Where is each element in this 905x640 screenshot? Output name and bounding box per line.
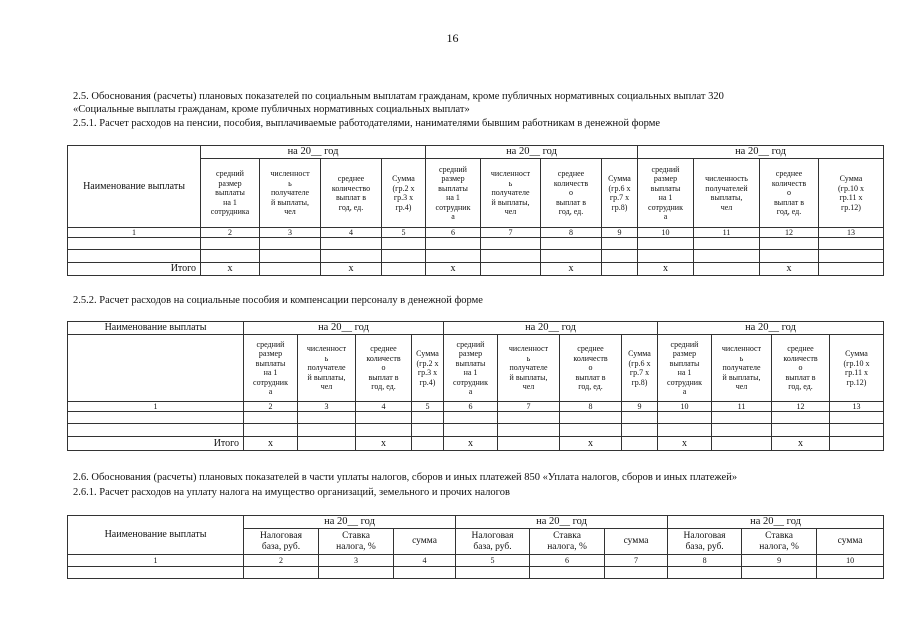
total-cell[interactable]: [622, 437, 658, 451]
table-cell[interactable]: [260, 250, 321, 263]
total-label: Итого: [68, 263, 201, 276]
col-number: 8: [560, 402, 622, 412]
col-number: 3: [260, 228, 321, 238]
table-2-5-2: [67, 321, 884, 451]
col-number: 11: [712, 402, 772, 412]
col-number: 1: [68, 402, 244, 412]
table-cell[interactable]: [760, 250, 819, 263]
col-number: 9: [602, 228, 638, 238]
total-cell: х: [560, 437, 622, 451]
table-cell[interactable]: [530, 567, 605, 579]
table-cell[interactable]: [68, 424, 244, 437]
section-2-6-heading: 2.6. Обоснования (расчеты) плановых показателей в части уплаты налогов, сборов и иных платежей 850 «Уплата налогов, сборов и иных платежей»: [73, 472, 738, 483]
table-cell[interactable]: [444, 424, 498, 437]
table-cell[interactable]: [638, 238, 694, 250]
col-header: Сумма (гр.2 х гр.3 х гр.4): [382, 159, 426, 228]
total-cell: х: [356, 437, 412, 451]
col-number: 13: [830, 402, 884, 412]
table-cell[interactable]: [298, 412, 356, 424]
col-header: среднее количеств о выплат в год, ед.: [772, 335, 830, 402]
col-header: среднее количеств о выплат в год, ед.: [560, 335, 622, 402]
col-header: средний размер выплаты на 1 сотрудник а: [658, 335, 712, 402]
col-header: численност ь получателе й выплаты, чел: [260, 159, 321, 228]
name-header: Наименование выплаты: [68, 516, 244, 555]
col-header: среднее количеств о выплат в год, ед.: [356, 335, 412, 402]
col-header: численност ь получателе й выплаты, чел: [298, 335, 356, 402]
year-header: на 20__ год: [668, 516, 884, 529]
col-header: средний размер выплаты на 1 сотрудник а: [444, 335, 498, 402]
col-number: 9: [622, 402, 658, 412]
table-cell[interactable]: [694, 238, 760, 250]
col-number: 6: [530, 555, 605, 567]
col-number: 4: [356, 402, 412, 412]
col-number: 10: [817, 555, 884, 567]
table-cell[interactable]: [394, 567, 456, 579]
table-cell[interactable]: [830, 412, 884, 424]
col-number: 4: [321, 228, 382, 238]
empty-header-cell: [68, 335, 244, 402]
table-row: [68, 250, 884, 263]
table-cell[interactable]: [68, 238, 201, 250]
total-cell[interactable]: [498, 437, 560, 451]
section-2-5-2-heading: 2.5.2. Расчет расходов на социальные пособия и компенсации персоналу в денежной форме: [73, 295, 483, 306]
year-header: на 20__ год: [658, 322, 884, 335]
col-number: 7: [605, 555, 668, 567]
table-row: [68, 238, 884, 250]
table-cell[interactable]: [622, 424, 658, 437]
col-number: 6: [444, 402, 498, 412]
total-cell: х: [426, 263, 481, 276]
total-cell: х: [772, 437, 830, 451]
col-header: среднее количеств о выплат в год, ед.: [541, 159, 602, 228]
year-header: на 20__ год: [444, 322, 658, 335]
total-cell: х: [444, 437, 498, 451]
col-header: Налоговая база, руб.: [456, 529, 530, 555]
table-cell[interactable]: [426, 238, 481, 250]
col-header: Налоговая база, руб.: [668, 529, 742, 555]
table-row: [68, 424, 884, 437]
table-cell[interactable]: [201, 238, 260, 250]
table-cell[interactable]: [817, 567, 884, 579]
col-header: численност ь получателе й выплаты, чел: [498, 335, 560, 402]
table-cell[interactable]: [622, 412, 658, 424]
col-number: 12: [760, 228, 819, 238]
table-cell[interactable]: [668, 567, 742, 579]
col-header: Сумма (гр.10 х гр.11 х гр.12): [830, 335, 884, 402]
col-number: 8: [668, 555, 742, 567]
section-2-5-1-heading: 2.5.1. Расчет расходов на пенсии, пособия, выплачиваемые работодателями, нанимателями бывшим работникам в денежной форме: [73, 118, 661, 129]
table-cell[interactable]: [638, 250, 694, 263]
total-cell: х: [658, 437, 712, 451]
table-cell[interactable]: [541, 238, 602, 250]
table-cell[interactable]: [244, 412, 298, 424]
name-header: Наименование выплаты: [68, 322, 244, 335]
col-header: Ставка налога, %: [742, 529, 817, 555]
table-cell[interactable]: [541, 250, 602, 263]
table-row: [68, 412, 884, 424]
col-number: 6: [426, 228, 481, 238]
table-cell[interactable]: [244, 424, 298, 437]
table-cell[interactable]: [605, 567, 668, 579]
table-cell[interactable]: [412, 424, 444, 437]
col-number: 1: [68, 555, 244, 567]
total-cell[interactable]: [830, 437, 884, 451]
table-cell[interactable]: [456, 567, 530, 579]
col-header: среднее количеств о выплат в год, ед.: [760, 159, 819, 228]
col-header: Сумма (гр.10 х гр.11 х гр.12): [819, 159, 884, 228]
col-header: средний размер выплаты на 1 сотрудника: [201, 159, 260, 228]
col-number: 2: [244, 402, 298, 412]
table-cell[interactable]: [382, 238, 426, 250]
table-cell[interactable]: [658, 412, 712, 424]
table-cell[interactable]: [712, 412, 772, 424]
table-cell[interactable]: [356, 412, 412, 424]
total-label: Итого: [68, 437, 244, 451]
col-header: численност ь получателе й выплаты, чел: [712, 335, 772, 402]
year-header: на 20__ год: [426, 146, 638, 159]
col-header: сумма: [605, 529, 668, 555]
year-header: на 20__ год: [244, 516, 456, 529]
total-cell[interactable]: [602, 263, 638, 276]
col-number: 5: [382, 228, 426, 238]
table-cell[interactable]: [426, 250, 481, 263]
table-cell[interactable]: [260, 238, 321, 250]
table-cell[interactable]: [658, 424, 712, 437]
col-header: Налоговая база, руб.: [244, 529, 319, 555]
col-header: средний размер выплаты на 1 сотрудник а: [426, 159, 481, 228]
col-number: 8: [541, 228, 602, 238]
table-total-row: [68, 263, 884, 276]
section-2-6-1-heading: 2.6.1. Расчет расходов на уплату налога на имущество организаций, земельного и прочих налогов: [73, 487, 510, 498]
total-cell: х: [760, 263, 819, 276]
col-header: Сумма (гр.6 х гр.7 х гр.8): [602, 159, 638, 228]
table-cell[interactable]: [382, 250, 426, 263]
table-cell[interactable]: [560, 424, 622, 437]
col-header: Ставка налога, %: [530, 529, 605, 555]
col-header: сумма: [817, 529, 884, 555]
total-cell[interactable]: [712, 437, 772, 451]
table-cell[interactable]: [772, 412, 830, 424]
table-cell[interactable]: [712, 424, 772, 437]
table-cell[interactable]: [68, 567, 244, 579]
table-cell[interactable]: [68, 412, 244, 424]
col-number: 4: [394, 555, 456, 567]
col-number: 9: [742, 555, 817, 567]
col-number: 11: [694, 228, 760, 238]
col-header: средний размер выплаты на 1 сотрудник а: [638, 159, 694, 228]
table-cell[interactable]: [760, 238, 819, 250]
table-cell[interactable]: [602, 238, 638, 250]
col-number: 3: [298, 402, 356, 412]
name-header: Наименование выплаты: [68, 146, 201, 228]
table-cell[interactable]: [498, 424, 560, 437]
total-cell: х: [321, 263, 382, 276]
table-row: [68, 567, 884, 579]
total-cell[interactable]: [481, 263, 541, 276]
total-cell: х: [638, 263, 694, 276]
col-header: численность получателей выплаты, чел: [694, 159, 760, 228]
total-cell: х: [244, 437, 298, 451]
table-cell[interactable]: [244, 567, 319, 579]
table-cell[interactable]: [321, 238, 382, 250]
col-number: 10: [638, 228, 694, 238]
page-number: 16: [446, 31, 459, 45]
table-cell[interactable]: [498, 412, 560, 424]
col-number: 5: [412, 402, 444, 412]
col-header: среднее количество выплат в год, ед.: [321, 159, 382, 228]
table-cell[interactable]: [68, 250, 201, 263]
col-header: средний размер выплаты на 1 сотрудник а: [244, 335, 298, 402]
total-cell[interactable]: [298, 437, 356, 451]
table-2-6-1: [67, 515, 884, 579]
table-cell[interactable]: [321, 250, 382, 263]
table-cell[interactable]: [481, 250, 541, 263]
col-header: Сумма (гр.2 х гр.3 х гр.4): [412, 335, 444, 402]
table-cell[interactable]: [444, 412, 498, 424]
year-header: на 20__ год: [638, 146, 884, 159]
col-number: 7: [481, 228, 541, 238]
table-cell[interactable]: [298, 424, 356, 437]
table-cell[interactable]: [356, 424, 412, 437]
col-number: 10: [658, 402, 712, 412]
col-number: 2: [244, 555, 319, 567]
table-cell[interactable]: [819, 238, 884, 250]
table-cell[interactable]: [412, 412, 444, 424]
year-header: на 20__ год: [201, 146, 426, 159]
total-cell[interactable]: [260, 263, 321, 276]
table-cell[interactable]: [201, 250, 260, 263]
col-header: сумма: [394, 529, 456, 555]
col-header: Ставка налога, %: [319, 529, 394, 555]
table-cell[interactable]: [694, 250, 760, 263]
table-cell[interactable]: [772, 424, 830, 437]
col-number: 5: [456, 555, 530, 567]
col-number: 2: [201, 228, 260, 238]
total-cell: х: [201, 263, 260, 276]
table-total-row: [68, 437, 884, 451]
col-header: численност ь получателе й выплаты, чел: [481, 159, 541, 228]
year-header: на 20__ год: [244, 322, 444, 335]
total-cell[interactable]: [694, 263, 760, 276]
table-cell[interactable]: [560, 412, 622, 424]
total-cell[interactable]: [382, 263, 426, 276]
table-cell[interactable]: [602, 250, 638, 263]
section-2-5-heading-line2: «Социальные выплаты гражданам, кроме публичных нормативных социальных выплат»: [73, 104, 470, 115]
year-header: на 20__ год: [456, 516, 668, 529]
col-number: 12: [772, 402, 830, 412]
col-number: 7: [498, 402, 560, 412]
col-header: Сумма (гр.6 х гр.7 х гр.8): [622, 335, 658, 402]
table-cell[interactable]: [742, 567, 817, 579]
table-cell[interactable]: [319, 567, 394, 579]
section-2-5-heading-line1: 2.5. Обоснования (расчеты) плановых показателей по социальным выплатам гражданам, кроме публичных нормативных социальных выплат 320: [73, 91, 724, 102]
table-cell[interactable]: [481, 238, 541, 250]
total-cell[interactable]: [412, 437, 444, 451]
col-number: 13: [819, 228, 884, 238]
total-cell[interactable]: [819, 263, 884, 276]
table-cell[interactable]: [830, 424, 884, 437]
table-2-5-1: [67, 145, 884, 276]
col-number: 1: [68, 228, 201, 238]
total-cell: х: [541, 263, 602, 276]
col-number: 3: [319, 555, 394, 567]
table-cell[interactable]: [819, 250, 884, 263]
